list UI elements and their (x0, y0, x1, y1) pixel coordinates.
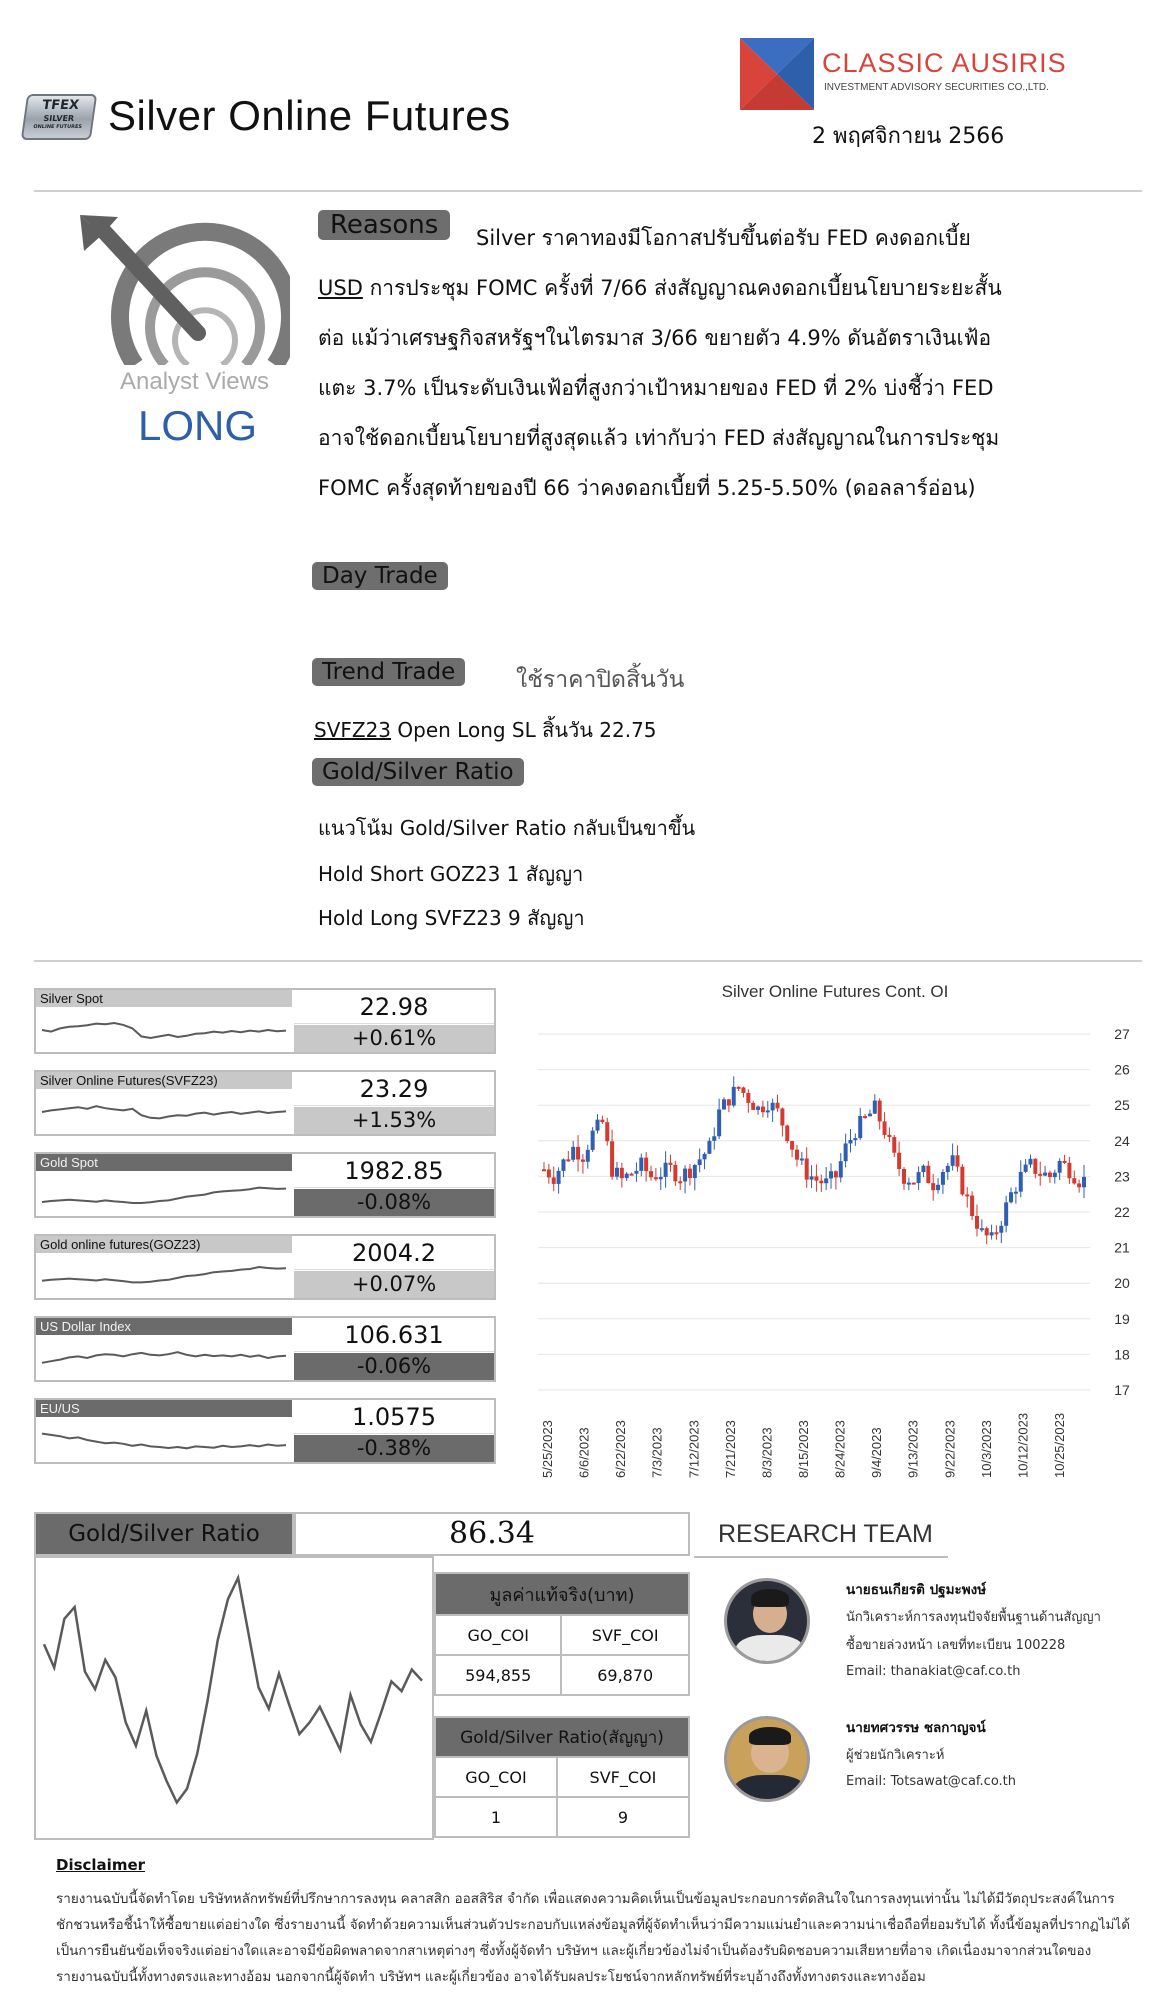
oi-candle-body (1019, 1172, 1023, 1192)
oi-candle-body (581, 1159, 585, 1161)
reason-line-2: การประชุม FOMC ครั้งที่ 7/66 ส่งสัญญาณคงดอกเบี้ยนโยบายระยะสั้น (369, 276, 1002, 300)
oi-candle-body (693, 1165, 697, 1178)
market-change: +0.07% (294, 1271, 494, 1298)
coi-header-go: GO_COI (435, 1615, 561, 1655)
oi-candle-body (965, 1194, 969, 1196)
oi-candle-body (756, 1107, 760, 1110)
oi-chart-svg (530, 980, 1140, 1500)
oi-x-tick-label: 7/21/2023 (722, 1420, 738, 1478)
analyst-2-name: นายทศวรรษ ชลกาญจน์ (846, 1720, 986, 1736)
oi-candle-body (698, 1159, 702, 1165)
reason-line-4: แตะ 3.7% เป็นระดับเงินเฟ้อที่สูงกว่าเป้าหมายของ FED ที่ 2% บ่งชี้ว่า FED (318, 376, 994, 400)
oi-candle-body (819, 1181, 823, 1184)
divider-middle (34, 960, 1142, 962)
oi-candle-body (776, 1103, 780, 1109)
oi-x-tick-label: 10/3/2023 (978, 1420, 994, 1478)
oi-candle-body (576, 1147, 580, 1160)
sparkline-path (42, 1352, 286, 1363)
oi-candle-body (644, 1158, 648, 1172)
oi-candle-body (771, 1103, 775, 1111)
market-price: 1982.85 (294, 1154, 494, 1188)
oi-candle-body (1077, 1183, 1081, 1187)
market-change: -0.08% (294, 1189, 494, 1216)
oi-candle-body (975, 1216, 979, 1229)
oi-candle-body (683, 1169, 687, 1182)
oi-candle-body (902, 1169, 906, 1184)
market-change: +0.61% (294, 1025, 494, 1052)
oi-candle-body (1058, 1161, 1062, 1173)
market-price: 1.0575 (294, 1400, 494, 1434)
oi-candle-body (664, 1163, 668, 1177)
market-name: US Dollar Index (36, 1318, 292, 1335)
oi-x-tick-label: 7/12/2023 (686, 1420, 702, 1478)
oi-candle-body (946, 1166, 950, 1172)
oi-candle-body (853, 1138, 857, 1140)
oi-candle-body (805, 1158, 809, 1179)
oi-x-tick-label: 8/3/2023 (759, 1427, 775, 1478)
oi-candle-body (1053, 1173, 1057, 1177)
trend-trade-tag: Trend Trade (312, 658, 465, 686)
report-date: 2 พฤศจิกายน 2566 (812, 124, 1005, 149)
ratio-section-tag: Gold/Silver Ratio (312, 758, 524, 786)
oi-x-tick-label: 7/3/2023 (649, 1427, 665, 1478)
sparkline-path (42, 1267, 286, 1282)
market-sparkline (38, 1172, 290, 1216)
avatar-analyst-2 (724, 1716, 810, 1802)
coi-value-go: 594,855 (435, 1655, 561, 1695)
oi-candle-body (892, 1137, 896, 1153)
market-name: Gold Spot (36, 1154, 292, 1171)
oi-candle-body (956, 1155, 960, 1166)
oi-candle-body (960, 1167, 964, 1195)
sparkline-path (42, 1188, 286, 1203)
oi-x-tick-label: 9/13/2023 (905, 1420, 921, 1478)
oi-candle-body (746, 1093, 750, 1103)
oi-candle-body (887, 1135, 891, 1137)
oi-x-tick-label: 9/4/2023 (869, 1427, 885, 1478)
oi-candle-body (737, 1087, 741, 1089)
reasons-tag: Reasons (318, 210, 450, 240)
tfex-silver-logo (21, 94, 97, 140)
oi-x-tick-label: 6/22/2023 (613, 1420, 629, 1478)
oi-candle-body (868, 1114, 872, 1117)
ratio-line-path (44, 1578, 422, 1803)
oi-candle-body (649, 1171, 653, 1177)
oi-chart-panel (530, 980, 1140, 1500)
oi-candle-body (921, 1166, 925, 1172)
oi-candle-body (1043, 1173, 1047, 1176)
sparkline-path (42, 1434, 286, 1449)
research-title-underline (694, 1556, 948, 1558)
classic-ausiris-logo-icon (740, 38, 814, 110)
market-sparkline (38, 1090, 290, 1134)
trend-text: Open Long SL สิ้นวัน 22.75 (397, 718, 657, 742)
market-box (34, 1070, 496, 1136)
oi-candle-body (732, 1087, 736, 1106)
market-box (34, 1316, 496, 1382)
oi-candle-body (707, 1141, 711, 1154)
oi-candle-body (1009, 1192, 1013, 1202)
oi-candle-body (785, 1126, 789, 1142)
contract-header-svf: SVF_COI (557, 1757, 689, 1797)
oi-candle-body (873, 1101, 877, 1114)
market-price: 2004.2 (294, 1236, 494, 1270)
trend-symbol: SVFZ23 (314, 718, 392, 742)
coi-table-title: มูลค่าแท้จริง(บาท) (435, 1573, 689, 1615)
contract-value-go: 1 (435, 1797, 557, 1837)
oi-candle-body (630, 1174, 634, 1176)
market-box (34, 1152, 496, 1218)
oi-candle-body (800, 1158, 804, 1160)
disclaimer-title: Disclaimer (56, 1856, 146, 1874)
oi-candle-body (717, 1109, 721, 1136)
market-name: Silver Online Futures(SVFZ23) (36, 1072, 292, 1089)
oi-candle-body (659, 1177, 663, 1179)
oi-candle-body (552, 1177, 556, 1184)
market-price: 22.98 (294, 990, 494, 1024)
ratio-label-box (34, 1512, 294, 1556)
oi-candle-body (605, 1122, 609, 1141)
oi-candle-body (936, 1185, 940, 1190)
ratio-line-3: Hold Long SVFZ23 9 สัญญา (318, 906, 585, 930)
brand-subtitle: INVESTMENT ADVISORY SECURITIES CO.,LTD. (824, 82, 1049, 93)
analyst-1-role2: ซื้อขายล่วงหน้า เลขที่ทะเบียน 100228 (846, 1638, 1066, 1653)
oi-candle-body (858, 1116, 862, 1138)
oi-candle-body (1063, 1161, 1067, 1163)
oi-candle-body (848, 1140, 852, 1143)
oi-x-tick-label: 6/6/2023 (576, 1427, 592, 1478)
oi-candle-body (761, 1107, 765, 1113)
oi-candle-body (620, 1168, 624, 1178)
oi-candle-body (810, 1176, 814, 1179)
avatar-analyst-1 (724, 1578, 810, 1664)
oi-x-tick-label: 8/15/2023 (796, 1420, 811, 1478)
oi-candle-body (917, 1172, 921, 1183)
oi-x-tick-label: 5/25/2023 (540, 1420, 555, 1478)
oi-y-tick-label: 20 (1114, 1275, 1130, 1292)
market-price: 23.29 (294, 1072, 494, 1106)
oi-candle-body (654, 1177, 658, 1179)
analyst-1-role: นักวิเคราะห์การลงทุนปัจจัยพื้นฐานด้านสัญญา (846, 1610, 1101, 1625)
oi-candle-body (615, 1168, 619, 1177)
analyst-2-email: Email: Totsawat@caf.co.th (846, 1774, 1017, 1789)
oi-candle-body (741, 1088, 745, 1093)
oi-candle-body (824, 1178, 828, 1183)
oi-y-tick-label: 26 (1114, 1061, 1130, 1078)
reason-line-1: Silver ราคาทองมีโอกาสปรับขึ้นต่อรับ FED คงดอกเบี้ย (476, 226, 971, 250)
oi-candle-body (951, 1155, 955, 1166)
oi-candle-body (999, 1226, 1003, 1233)
oi-candle-body (994, 1232, 998, 1234)
sparkline-path (42, 1106, 286, 1118)
market-sparkline (38, 1254, 290, 1298)
oi-candle-body (1048, 1173, 1052, 1177)
market-name: Silver Spot (36, 990, 292, 1007)
market-change: -0.38% (294, 1435, 494, 1462)
market-box (34, 988, 496, 1054)
brand-name: CLASSIC AUSIRIS (822, 48, 1067, 78)
oi-candle-body (722, 1099, 726, 1109)
oi-candle-body (834, 1171, 838, 1177)
oi-x-tick-label: 9/22/2023 (942, 1420, 958, 1478)
oi-candle-body (751, 1103, 755, 1110)
oi-candle-body (557, 1171, 561, 1184)
oi-chart-title: Silver Online Futures Cont. OI (721, 982, 949, 1001)
oi-candle-body (795, 1150, 799, 1160)
reason-line-3: ต่อ แม้ว่าเศรษฐกิจสหรัฐฯในไตรมาส 3/66 ขยายตัว 4.9% ดันอัตราเงินเฟ้อ (318, 326, 992, 350)
contract-table-title: Gold/Silver Ratio(สัญญา) (435, 1717, 689, 1757)
oi-candle-body (814, 1176, 818, 1180)
trend-trade-note: ใช้ราคาปิดสิ้นวัน (516, 667, 685, 693)
oi-candle-body (668, 1163, 672, 1165)
oi-candle-body (926, 1166, 930, 1183)
ratio-line-chart-box (34, 1556, 434, 1840)
ratio-line-chart (36, 1558, 432, 1838)
analyst-2-role: ผู้ช่วยนักวิเคราะห์ (846, 1748, 945, 1763)
oi-candle-body (1072, 1178, 1076, 1183)
oi-candle-body (566, 1159, 570, 1161)
oi-x-tick-label: 10/12/2023 (1015, 1412, 1031, 1478)
oi-candle-body (673, 1165, 677, 1181)
oi-y-tick-label: 23 (1114, 1168, 1130, 1185)
oi-candle-body (766, 1110, 770, 1112)
oi-y-tick-label: 21 (1114, 1239, 1130, 1256)
disclaimer-text: รายงานฉบับนี้จัดทำโดย บริษัทหลักทรัพย์ที่ปรึกษาการลงทุน คลาสสิก ออสสิริส จำกัด เพื่อแสดงความคิดเห็นเป็นข้อมูลประกอบการตัดสินใจในการลงทุนเท่านั้น ไม่ได้มีวัตถุประสงค์ในการชักชวนหรือชี้นำให้ซื้อขายแต่อย่างใด ซึ่งรายงานนี้ จัดทำด้วยความเห็นส่วนตัวประกอบกับแหล่งข้อมูลที่ผู้จัดทำเห็นว่ามีความแม่นยำและความน่าเชื่อถือที่ยอมรับได้ ทั้งนี้ข้อมูลที่ปรากฏไม่ได้เป็นการยืนยันข้อเท็จจริงแต่อย่างใดและอาจมีข้อผิดพลาดจากสาเหตุต่างๆ ซึ่งทั้งผู้จัดทำ บริษัทฯ และผู้เกี่ยวข้องไม่จำเป็นต้องรับผิดชอบความเสียหายที่อาจ เกิดเนื่องมาจากส่วนใดของรายงานฉบับนี้ทั้งทางตรงและทางอ้อม นอกจากนี้ผู้จัดทำ บริษัทฯ และผู้เกี่ยวข้อง อาจได้รับผลประโยชน์จากหลักทรัพย์ที่ระบุอ้างถึงทั้งทางตรงและทางอ้อม (56, 1891, 1130, 1985)
oi-candle-body (1033, 1159, 1037, 1174)
ratio-value: 86.34 (449, 1516, 535, 1551)
contract-value-svf: 9 (557, 1797, 689, 1837)
contract-header-go: GO_COI (435, 1757, 557, 1797)
oi-candle-body (985, 1228, 989, 1235)
oi-candle-body (844, 1143, 848, 1161)
oi-candle-body (1038, 1174, 1042, 1176)
oi-candle-body (970, 1196, 974, 1216)
oi-y-tick-label: 17 (1114, 1382, 1130, 1398)
oi-candle-body (1082, 1177, 1086, 1187)
coi-value-svf: 69,870 (561, 1655, 689, 1695)
reason-line-5: อาจใช้ดอกเบี้ยนโยบายที่สูงสุดแล้ว เท่ากับว่า FED ส่งสัญญาณในการประชุม (318, 426, 1000, 450)
oi-y-tick-label: 27 (1114, 1026, 1130, 1042)
oi-candle-body (1067, 1163, 1071, 1178)
oi-candle-body (912, 1183, 916, 1185)
oi-candle-body (571, 1147, 575, 1160)
trend-trade-line (314, 714, 657, 746)
oi-candle-body (829, 1171, 833, 1178)
coi-header-svf: SVF_COI (561, 1615, 689, 1655)
analyst-view-value: LONG (138, 402, 258, 449)
oi-candle-body (610, 1141, 614, 1176)
oi-candle-body (600, 1120, 604, 1122)
logo-online-text: ONLINE FUTURES (32, 124, 83, 130)
reason-usd-term: USD (318, 276, 363, 300)
oi-candle-body (897, 1153, 901, 1169)
oi-candle-body (688, 1169, 692, 1178)
oi-y-tick-label: 22 (1114, 1204, 1130, 1220)
logo-silver-text: SILVER (42, 114, 75, 123)
market-box (34, 1398, 496, 1464)
oi-candle-body (980, 1228, 984, 1230)
ratio-label: Gold/Silver Ratio (68, 1521, 260, 1547)
oi-candle-body (639, 1158, 643, 1171)
oi-y-tick-label: 18 (1114, 1346, 1130, 1363)
oi-candle-body (839, 1161, 843, 1177)
market-box (34, 1234, 496, 1300)
market-sparkline (38, 1336, 290, 1380)
oi-y-tick-label: 19 (1114, 1310, 1130, 1327)
oi-candle-body (678, 1181, 682, 1183)
oi-candle-body (907, 1183, 911, 1185)
oi-candle-body (634, 1171, 638, 1174)
oi-candle-body (625, 1174, 629, 1178)
oi-y-tick-label: 24 (1114, 1132, 1130, 1149)
analyst-1-name: นายธนเกียรติ ปฐมะพงษ์ (846, 1582, 987, 1598)
oi-candle-body (878, 1101, 882, 1122)
divider-top (34, 190, 1142, 192)
oi-candle-body (586, 1150, 590, 1162)
oi-candle-body (547, 1169, 551, 1177)
oi-candle-body (990, 1232, 994, 1235)
contract-table (434, 1716, 690, 1838)
oi-candle-body (941, 1172, 945, 1185)
market-price: 106.631 (294, 1318, 494, 1352)
oi-candle-body (1028, 1159, 1032, 1165)
logo-tfex-text: TFEX (41, 98, 80, 113)
market-change: +1.53% (294, 1107, 494, 1134)
oi-candle-body (931, 1183, 935, 1190)
oi-candle-body (561, 1159, 565, 1171)
oi-candle-body (1014, 1192, 1018, 1194)
oi-candle-body (596, 1120, 600, 1131)
market-name: Gold online futures(GOZ23) (36, 1236, 292, 1253)
oi-x-tick-label: 10/25/2023 (1052, 1412, 1067, 1478)
oi-candle-body (780, 1108, 784, 1125)
oi-candle-body (542, 1169, 546, 1171)
market-sparkline (38, 1418, 290, 1462)
dart-target-icon (80, 215, 290, 365)
sparkline-path (42, 1023, 286, 1038)
market-change: -0.06% (294, 1353, 494, 1380)
day-trade-tag: Day Trade (312, 562, 448, 590)
market-name: EU/US (36, 1400, 292, 1417)
oi-candle-body (727, 1099, 731, 1105)
ratio-value-box (294, 1512, 690, 1556)
oi-candle-body (883, 1121, 887, 1134)
coi-table (434, 1572, 690, 1696)
ratio-line-2: Hold Short GOZ23 1 สัญญา (318, 862, 584, 886)
oi-candle-body (1024, 1165, 1028, 1172)
reason-line-6: FOMC ครั้งสุดท้ายของปี 66 ว่าคงดอกเบี้ยที่ 5.25-5.50% (ดอลลาร์อ่อน) (318, 476, 976, 500)
oi-x-tick-label: 8/24/2023 (832, 1420, 848, 1478)
oi-candle-body (703, 1154, 707, 1160)
oi-candle-body (863, 1116, 867, 1118)
analyst-views-label: Analyst Views (120, 368, 269, 395)
research-team-title: RESEARCH TEAM (718, 1520, 933, 1548)
coi-table-wrap (434, 1572, 690, 1696)
oi-candle-body (591, 1131, 595, 1150)
oi-candle-body (712, 1136, 716, 1141)
oi-candle-body (1004, 1202, 1008, 1225)
contract-table-wrap (434, 1716, 690, 1838)
analyst-1-email: Email: thanakiat@caf.co.th (846, 1664, 1021, 1679)
market-sparkline (38, 1008, 290, 1052)
oi-candle-body (790, 1141, 794, 1150)
oi-y-tick-label: 25 (1114, 1097, 1130, 1114)
page-title: Silver Online Futures (108, 92, 511, 139)
reason-line-2-wrap (318, 272, 1002, 305)
ratio-line-1: แนวโน้ม Gold/Silver Ratio กลับเป็นขาขึ้น (318, 816, 696, 840)
